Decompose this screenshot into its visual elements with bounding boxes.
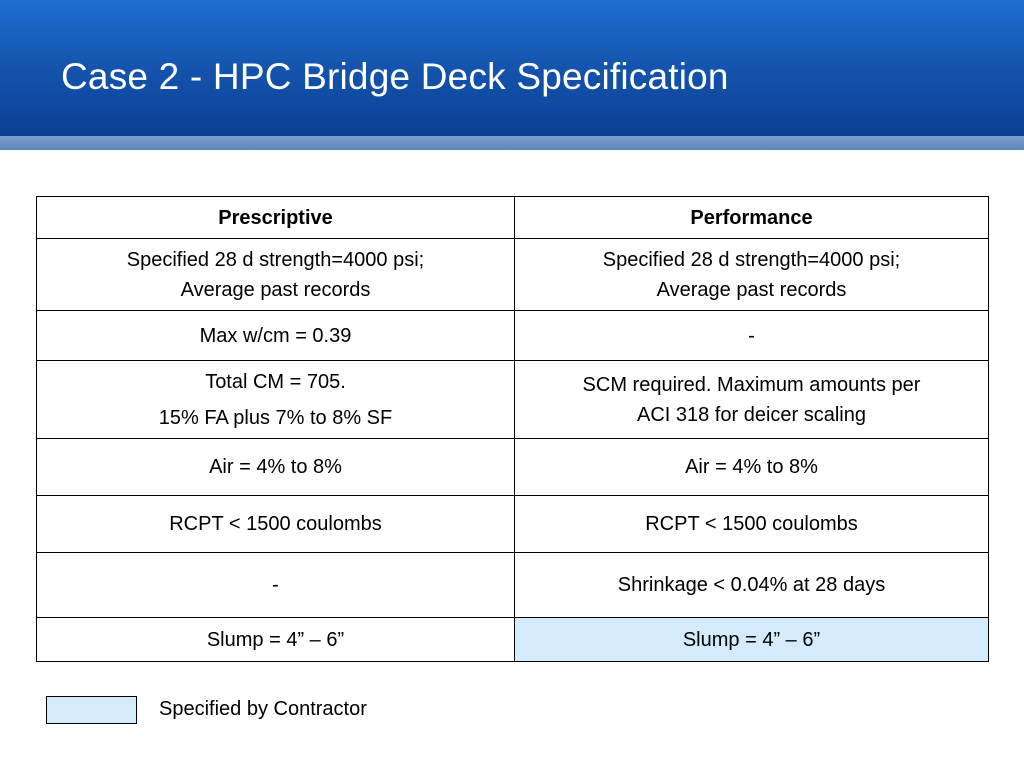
cell-text: Shrinkage < 0.04% at 28 days (617, 574, 886, 596)
performance-cell-contractor-specified (515, 618, 989, 662)
title-bar (0, 0, 1024, 136)
table-row (37, 553, 989, 618)
table-row (37, 439, 989, 496)
cell-text: Specified 28 d strength=4000 psi; (602, 248, 901, 271)
prescriptive-cell (37, 361, 515, 439)
performance-cell (515, 553, 989, 618)
legend-swatch (46, 696, 137, 724)
cell-text: ACI 318 for deicer scaling (636, 403, 866, 426)
cell-text: Max w/cm = 0.39 (199, 324, 352, 347)
cell-text: RCPT < 1500 coulombs (169, 513, 382, 535)
cell-text: Air = 4% to 8% (685, 456, 818, 478)
prescriptive-cell (37, 553, 515, 618)
cell-text: Specified 28 d strength=4000 psi; (126, 248, 425, 271)
prescriptive-cell (37, 311, 515, 361)
cell-text: SCM required. Maximum amounts per (582, 373, 921, 396)
cell-text: Air = 4% to 8% (209, 456, 342, 478)
cell-text: - (748, 324, 755, 347)
performance-cell (515, 439, 989, 496)
cell-text: Average past records (656, 278, 847, 301)
prescriptive-cell (37, 496, 515, 553)
table-row (37, 496, 989, 553)
table-row (37, 311, 989, 361)
performance-cell (515, 361, 989, 439)
cell-text: Slump = 4” – 6” (682, 628, 821, 651)
title-stripe (0, 136, 1024, 150)
spec-table (36, 196, 989, 662)
cell-text: Total CM = 705. (205, 370, 346, 393)
legend-label: Specified by Contractor (159, 698, 367, 720)
performance-cell (515, 496, 989, 553)
cell-text: Average past records (180, 278, 371, 301)
performance-cell (515, 311, 989, 361)
cell-text: - (272, 574, 279, 596)
header-prescriptive: Prescriptive (37, 197, 515, 239)
table-row (37, 361, 989, 439)
table-row (37, 239, 989, 311)
prescriptive-cell (37, 618, 515, 662)
slide-title: Case 2 - HPC Bridge Deck Specification (61, 56, 729, 97)
prescriptive-cell (37, 239, 515, 311)
prescriptive-cell (37, 439, 515, 496)
cell-text: RCPT < 1500 coulombs (645, 513, 858, 535)
cell-text: 15% FA plus 7% to 8% SF (158, 406, 393, 429)
performance-cell (515, 239, 989, 311)
header-performance: Performance (515, 197, 989, 239)
cell-text: Slump = 4” – 6” (206, 628, 345, 651)
table-row (37, 618, 989, 662)
table-header-row (37, 197, 989, 239)
